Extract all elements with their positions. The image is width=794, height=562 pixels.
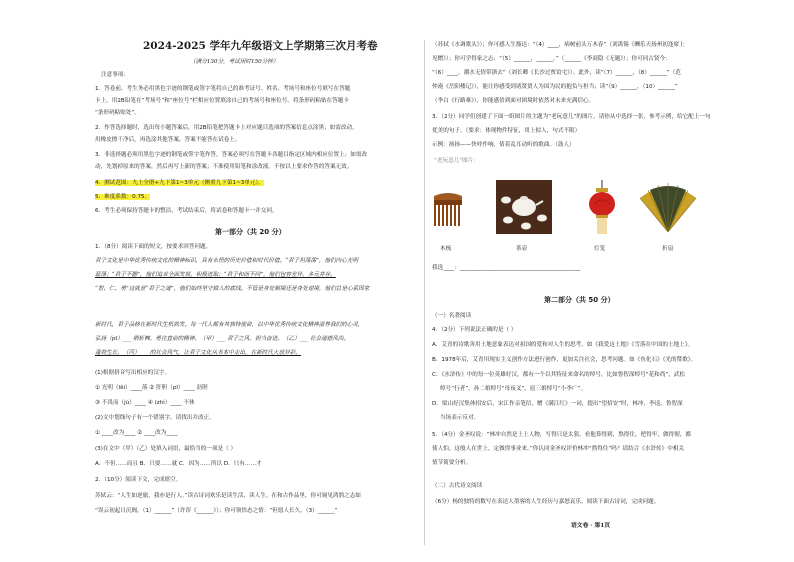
question-5-line: 使人怕。这般人在世上，定做得事业来。”你认同金圣叹评价林冲“熬得住”吗？请结合《水浒传》中相关 xyxy=(432,446,685,452)
q1-sub-line: ③ 不畏而（jù）____ ④ (zhì）____ 不休 xyxy=(95,400,195,406)
question-3-example: 示例：扬扬——快呼作响，倩着乱耳动听的歌曲。（鼓人） xyxy=(432,142,575,148)
question-4-head: 4．（2分）下列说法正确的是（ ） xyxy=(432,327,517,333)
image-label-comb: 木梳 xyxy=(440,246,452,252)
image-label-lantern: 灯笼 xyxy=(594,246,606,252)
lantern-image xyxy=(586,180,618,236)
notice-difficulty: 5．难度系数：0.75。 xyxy=(95,194,151,200)
q4-option-a: A．艾青的诗歌善用土地意象表达对祖国的爱和对人生的思考，如《我爱这土地》《雪落在中国的土地上》。 xyxy=(432,342,694,348)
notice-line: 3．非选择题必须用黑色字迹的钢笔或签字笔作答，答案必须写在答题卡各题目指定区域内相应位置上；如需改 xyxy=(95,152,368,158)
q4-option-c: C．《水浒传》中的每一位英雄好汉，都有一个以其特征来命名的绰号，比如鲁智深绰号“花和尚”，武松 xyxy=(432,372,686,378)
q3-answer-line: 我选____：___________________________________________ xyxy=(432,265,581,271)
question-5-line: 情节简要分析。 xyxy=(432,460,472,466)
notice-line: 动，先划掉原来的答案，然后再写上新的答案；不准使用铅笔和涂改液。不按以上要求作答的答案无效。 xyxy=(95,164,353,170)
q2-line: “误云初起日沉阁，（1）______”（许浑《______》）；你可领悟态之情：“但愿人长久，（3）______” xyxy=(95,508,338,514)
notice-test-scope: 4．测试范围：九上全册+九下第1~3单元（侧重九下第1~3单元）。 xyxy=(95,180,264,186)
passage-line: 弘扬（pī）___ 荆斩棘、勇往直前的精神。（甲）___ 君子之风，担当奋进。（乙）___ 社会道德风尚。 xyxy=(95,336,350,342)
passage-line: 磊落；“君子不器”，他们追求全面发展，积极进取；“君子和而不同”，他们包容差异，多元并存。 xyxy=(95,272,336,278)
poem-fill-line: （苏轼《水调歌头》）；你可感人生豁达：“（4）____，病树前头万木春”（刘禹锡《酬乐天扬州初逢席上 xyxy=(432,42,685,48)
q1-sub-line: ① ____改为____ ② ____改为____ xyxy=(95,430,178,436)
q4-option-c-cont: 绰号“行者”，孙二娘绰号“母夜叉”，扈三娘绰号“小李广”。 xyxy=(440,386,587,392)
folding-fan-image xyxy=(638,180,698,236)
right-column xyxy=(426,0,766,562)
part2-sub-heading-poetry: （二）古代诗文阅读 xyxy=(432,483,483,489)
part2-sub-heading: （一）名著阅读 xyxy=(432,313,472,319)
notice-line: 卡上。用2B铅笔在“考场号”和“座位号”栏相应位置填涂自己的考场号和座位号。将条形码粘贴在答题卡 xyxy=(95,98,349,104)
notice-line: 用橡皮擦干净后，再选涂其他答案，答案不能答在试卷上。 xyxy=(95,137,241,143)
passage-line: 君子文化是中华优秀传统文化的精神标识，具有永恒的历史价值和时代价值。“君子坦荡荡”，他们内心光明 xyxy=(95,258,359,264)
poem-fill-line: 见赠》）；你可学得家之志：“（5）______，______。”（______《李商隐《无题》）；你可同古贤今： xyxy=(432,56,671,62)
left-column xyxy=(95,0,425,562)
notice-line: “条形码粘贴处”。 xyxy=(95,110,140,116)
notice-line: 1．答卷前，考生务必用黑色字迹的钢笔或签字笔将自己的准考证号、姓名、考场号和座位号填写在答题 xyxy=(95,86,351,92)
question-5-line: 5．（4分）金圣叹说：“林冲自然是上上人物，写得只是太狠。看他算得到，熬得住，把得牢，做得彻，都 xyxy=(432,432,691,438)
part2-heading: 第二部分（共 50 分） xyxy=(544,296,615,304)
question-3-line: 优美的句子。（要求：体现物件特征，用上拟人，句式不限） xyxy=(432,128,581,134)
question-2-head: 2．（10分）阅读下文，完成填空。 xyxy=(95,477,182,483)
q4-option-d: D．梁山好汉集体招安后，宋江作亲笔信，赠《满江红》一词，提出“望招安”时，林冲、李逵、鲁智深 xyxy=(432,401,683,407)
page-footer: 语文卷 · 第1页 xyxy=(571,523,611,529)
notice-heading: 注意事项： xyxy=(101,72,129,78)
poem-fill-line: 仲淹《岳阳楼记》），能让你感受到诸贤贤人为国为民的抱负与担当；读“（9）______，（10）______” xyxy=(432,84,678,90)
q1-sub-line: (1)根据拼音写出相应的汉字。 xyxy=(95,370,171,376)
q1-sub-line: (3)在文中（甲）（乙）处填入词语，最恰当的一项是（ ） xyxy=(95,446,237,452)
q1-sub-line: (2)文中划线句子有一个错别字，请找出并改正。 xyxy=(95,415,215,421)
exam-subtitle: （满分130分，考试用时150分钟） xyxy=(190,59,279,65)
passage-line: 蓬勃生长，（丙）___ 的社会风气，让君子文化从书本中走出，在新时代大放异彩。 xyxy=(95,350,301,356)
image-label-fan: 折扇 xyxy=(662,246,674,252)
notice-line: 6．考生必须保持答题卡的整洁。考试结束后，将试卷和答题卡一并交回。 xyxy=(95,208,278,214)
passage-line: 新时代，君子品格在新时代生机勃发。每一代人都有其独特使命，以中华优秀传统文化精神滋养我们的心灵， xyxy=(95,322,364,328)
q2-line: 苏轼云：“人生如逆旅，我亦是行人。”读古诗词欢乐是读生活、读人生。在和古作品里，你可窥见鸿鹄之志如 xyxy=(95,493,361,499)
poem-fill-line: （李白《行路难》），你能感悟到面对困境时依然对未来充满信心。 xyxy=(432,98,595,104)
image-label-teapot: 茶壶 xyxy=(516,246,528,252)
image-section-caption: “老玩意儿”图片： xyxy=(434,158,479,164)
exam-title: 2024-2025 学年九年级语文上学期第三次月考卷 xyxy=(143,40,378,52)
wooden-comb-image xyxy=(428,186,468,232)
passage-line: “智、仁、勇”这就是“君子之道”，他们始终坚守做人的底线。不管是身处顺境还是身处逆境，他们总是心系国家 xyxy=(95,286,370,292)
question-1-head: 1．（8分）阅读下面的短文，按要求回答问题。 xyxy=(95,244,212,250)
question-6-line: （6分）杨的独特的数写在表达人墨客的人生经历与嘉怒哀乐，阅读下面古诗词，完成问题。 xyxy=(432,499,660,505)
notice-line: 2．作答选择题时，选出每小题答案后，用2B铅笔把答题卡上对应题目选项的答案信息点涂黑；如需改动， xyxy=(95,125,358,131)
tea-set-image xyxy=(496,180,552,234)
q1-sub-line: ① 光明（lěi）____落 ② 肝胆（pī）____ 沥胆 xyxy=(95,385,208,391)
poem-fill-line: “（6）____，潮水无情带浙去”（刘长卿《长沙过贾谊宅》）。此外，读“（7）______，（8）______”（范 xyxy=(432,70,681,76)
q1-sub-line: A．不但……而且 B．只要……就 C．因为……所以 D．只有……才 xyxy=(95,461,262,467)
q4-option-d-cont: 当场表示反对。 xyxy=(440,415,480,421)
q4-option-b: B．1978年后，艾青用现实主义创作方法进行创作，更加关注社会，思考问题。如《鱼化石》《光的赞歌》。 xyxy=(432,357,697,363)
part1-heading: 第一部分（共 20 分） xyxy=(215,228,286,236)
question-3-head: 3．（2分）同学们创建了下面一组图片的主题为“老玩意儿”的图片，请你从中选择一张，参考示例，给它配上一句 xyxy=(432,114,711,120)
